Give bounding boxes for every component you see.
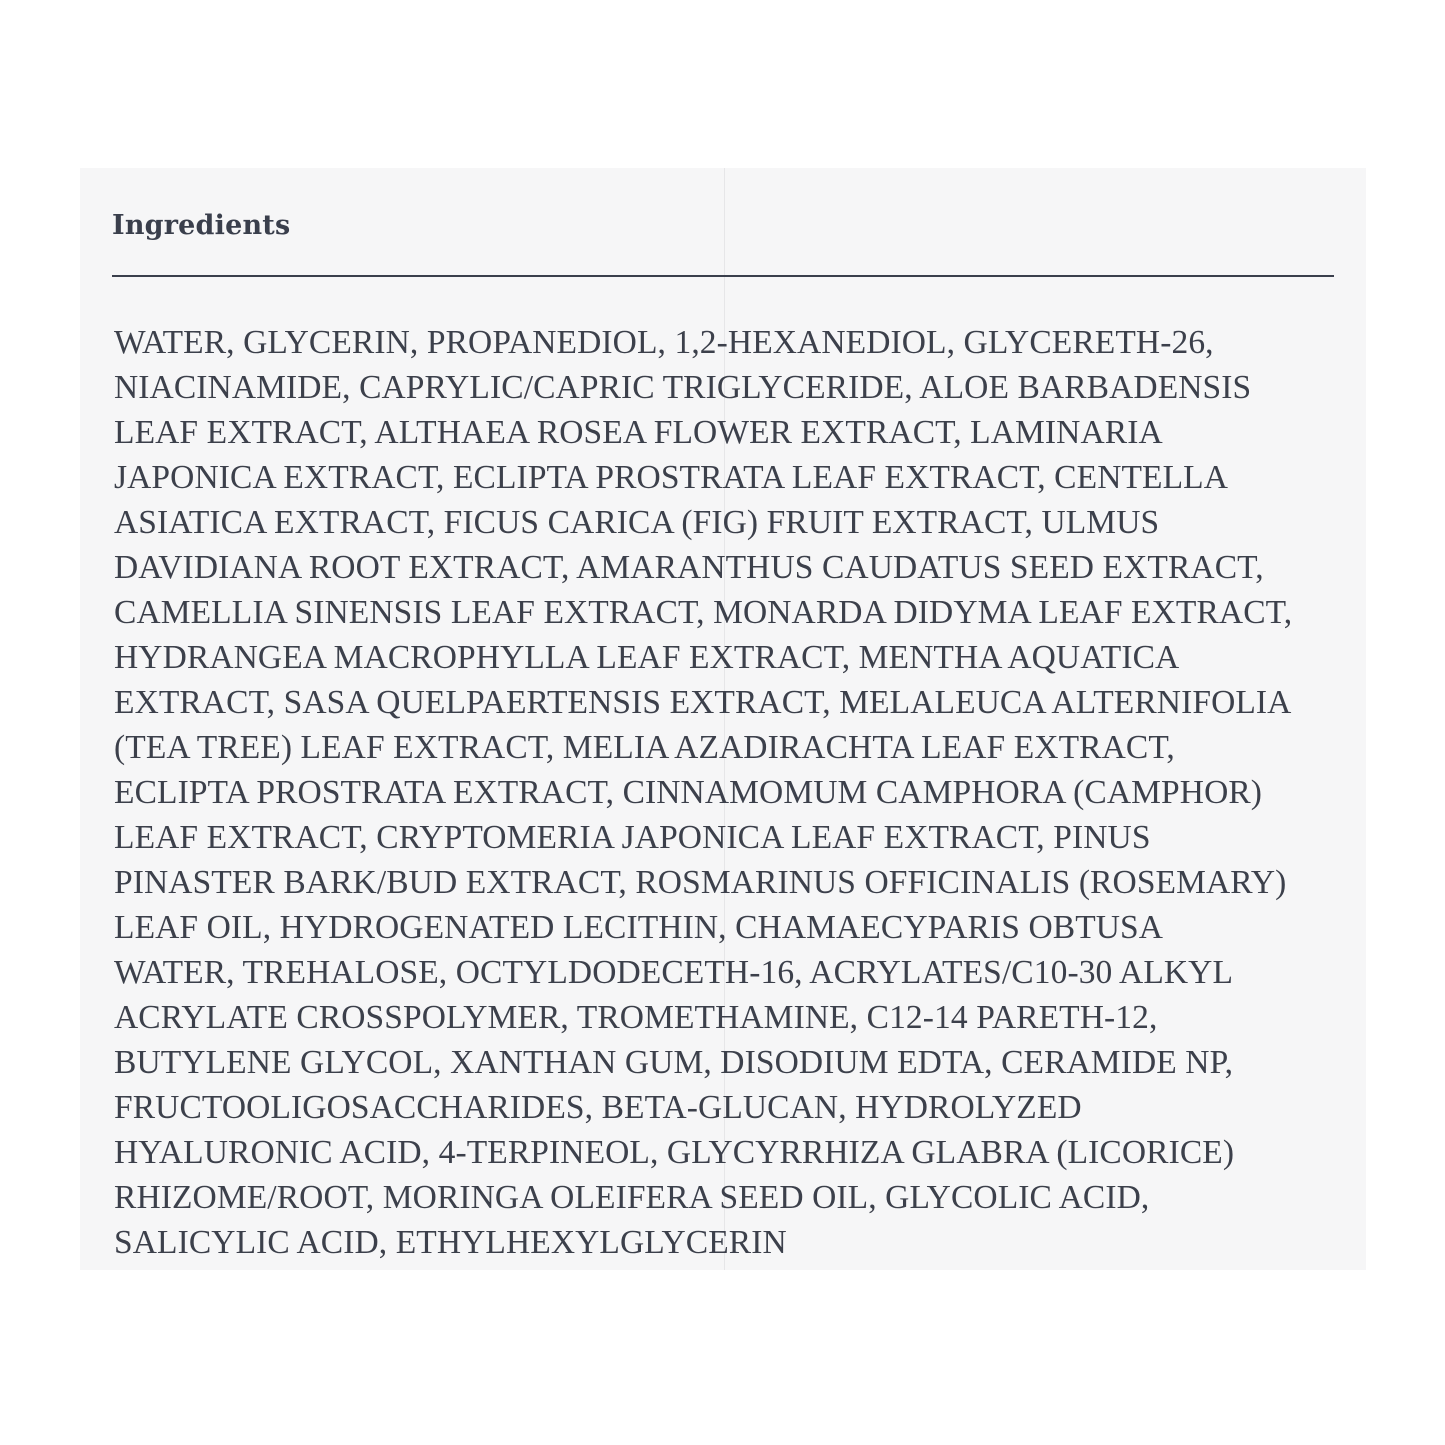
ingredients-label-panel (80, 168, 1366, 1270)
ingredients-line: RHIZOME/ROOT, MORINGA OLEIFERA SEED OIL, GLYCOLIC ACID, (114, 1179, 1150, 1216)
ingredients-line: CAMELLIA SINENSIS LEAF EXTRACT, MONARDA DIDYMA LEAF EXTRACT, (114, 594, 1293, 631)
ingredients-line: WATER, TREHALOSE, OCTYLDODECETH-16, ACRYLATES/C10-30 ALKYL (114, 954, 1234, 991)
ingredients-line: SALICYLIC ACID, ETHYLHEXYLGLYCERIN (114, 1224, 787, 1261)
ingredients-line: ASIATICA EXTRACT, FICUS CARICA (FIG) FRUIT EXTRACT, ULMUS (114, 504, 1160, 541)
ingredients-line: FRUCTOOLIGOSACCHARIDES, BETA-GLUCAN, HYDROLYZED (114, 1089, 1082, 1126)
ingredients-line: LEAF EXTRACT, ALTHAEA ROSEA FLOWER EXTRACT, LAMINARIA (114, 414, 1163, 451)
ingredients-list (114, 320, 1366, 1265)
ingredients-line: LEAF EXTRACT, CRYPTOMERIA JAPONICA LEAF EXTRACT, PINUS (114, 819, 1151, 856)
ingredients-line: HYDRANGEA MACROPHYLLA LEAF EXTRACT, MENTHA AQUATICA (114, 639, 1180, 676)
ingredients-line: PINASTER BARK/BUD EXTRACT, ROSMARINUS OFFICINALIS (ROSEMARY) (114, 864, 1287, 901)
heading-divider (112, 275, 1334, 277)
ingredients-line: WATER, GLYCERIN, PROPANEDIOL, 1,2-HEXANEDIOL, GLYCERETH-26, (114, 324, 1214, 361)
ingredients-line: ECLIPTA PROSTRATA EXTRACT, CINNAMOMUM CAMPHORA (CAMPHOR) (114, 774, 1263, 811)
ingredients-heading: Ingredients (112, 210, 291, 241)
ingredients-line: ACRYLATE CROSSPOLYMER, TROMETHAMINE, C12-14 PARETH-12, (114, 999, 1158, 1036)
ingredients-line: NIACINAMIDE, CAPRYLIC/CAPRIC TRIGLYCERIDE, ALOE BARBADENSIS (114, 369, 1252, 406)
ingredients-line: LEAF OIL, HYDROGENATED LECITHIN, CHAMAECYPARIS OBTUSA (114, 909, 1164, 946)
ingredients-line: JAPONICA EXTRACT, ECLIPTA PROSTRATA LEAF EXTRACT, CENTELLA (114, 459, 1229, 496)
ingredients-line: EXTRACT, SASA QUELPAERTENSIS EXTRACT, MELALEUCA ALTERNIFOLIA (114, 684, 1292, 721)
ingredients-line: BUTYLENE GLYCOL, XANTHAN GUM, DISODIUM EDTA, CERAMIDE NP, (114, 1044, 1234, 1081)
ingredients-line: (TEA TREE) LEAF EXTRACT, MELIA AZADIRACHTA LEAF EXTRACT, (114, 729, 1175, 766)
ingredients-line: DAVIDIANA ROOT EXTRACT, AMARANTHUS CAUDATUS SEED EXTRACT, (114, 549, 1264, 586)
ingredients-line: HYALURONIC ACID, 4-TERPINEOL, GLYCYRRHIZA GLABRA (LICORICE) (114, 1134, 1235, 1171)
